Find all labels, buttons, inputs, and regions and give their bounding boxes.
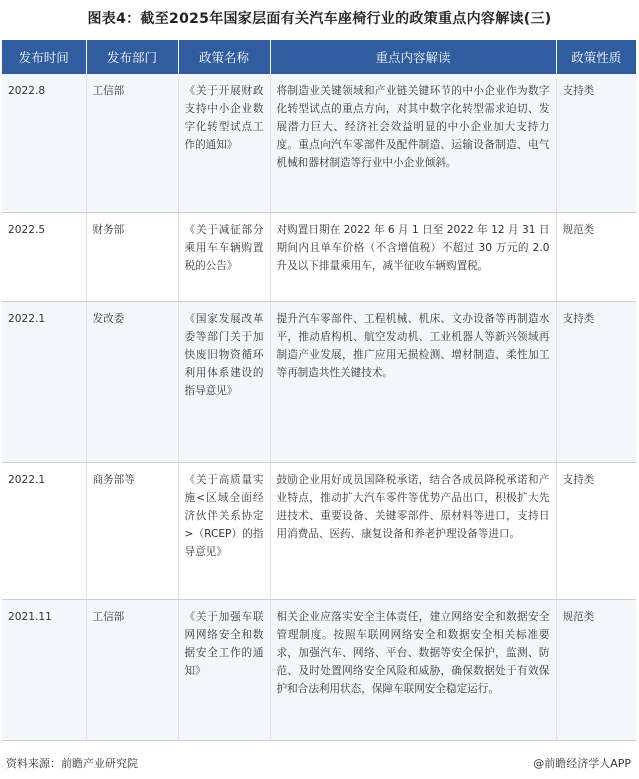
cell-policy-name: 《关于高质量实施<区域全面经济伙伴关系协定>（RCEP）的指导意见》 <box>178 463 270 600</box>
cell-nature: 规范类 <box>556 213 636 302</box>
cell-date: 2021.11 <box>2 600 86 741</box>
cell-content: 提升汽车零部件、工程机械、机床、文办设备等再制造水平，推动盾构机、航空发动机、工业机器人等新兴领域再制造产业发展，推广应用无损检测、增材制造、柔性加工等再制造共性关键技术。 <box>270 302 556 463</box>
cell-content: 对购置日期在 2022 年 6 月 1 日至 2022 年 12 月 31 日期间内且单车价格（不含增值税）不超过 30 万元的 2.0 升及以下排量乘用车，减半征收车辆购置税。 <box>270 213 556 302</box>
table-row <box>2 600 636 741</box>
header-date: 发布时间 <box>2 40 86 74</box>
cell-date: 2022.8 <box>2 74 86 213</box>
table-header-row <box>2 40 636 74</box>
cell-nature: 支持类 <box>556 463 636 600</box>
cell-content: 鼓励企业用好成员国降税承诺，结合各成员降税承诺和产业特点，推动扩大汽车零件等优势产品出口，积极扩大先进技术、重要设备、关键零部件、原材料等进口，支持日用消费品、医药、康复设备和养老护理设备等进口。 <box>270 463 556 600</box>
cell-date: 2022.1 <box>2 302 86 463</box>
page-title: 图表4：截至2025年国家层面有关汽车座椅行业的政策重点内容解读(三) <box>87 11 552 27</box>
cell-policy-name: 《关于减征部分乘用车车辆购置税的公告》 <box>178 213 270 302</box>
header-content: 重点内容解读 <box>270 40 556 74</box>
cell-dept: 工信部 <box>86 600 178 741</box>
cell-nature: 支持类 <box>556 302 636 463</box>
table-row <box>2 302 636 463</box>
header-nature: 政策性质 <box>556 40 636 74</box>
cell-policy-name: 《关于开展财政支持中小企业数字化转型试点工作的通知》 <box>178 74 270 213</box>
policy-table <box>2 40 636 741</box>
cell-policy-name: 《关于加强车联网网络安全和数据安全工作的通知》 <box>178 600 270 741</box>
cell-content: 将制造业关键领域和产业链关键环节的中小企业作为数字化转型试点的重点方向，对其中数字化转型需求迫切、发展潜力巨大、经济社会效益明显的中小企业加大支持力度。重点向汽车零部件及配件制造、运输设备制造、电气机械和器材制造等行业中小企业倾斜。 <box>270 74 556 213</box>
cell-nature: 规范类 <box>556 600 636 741</box>
cell-date: 2022.5 <box>2 213 86 302</box>
cell-date: 2022.1 <box>2 463 86 600</box>
source-note: 资料来源：前瞻产业研究院 <box>6 757 138 770</box>
table-row <box>2 463 636 600</box>
table-row <box>2 213 636 302</box>
cell-dept: 商务部等 <box>86 463 178 600</box>
cell-policy-name: 《国家发展改革委等部门关于加快废旧物资循环利用体系建设的指导意见》 <box>178 302 270 463</box>
cell-dept: 发改委 <box>86 302 178 463</box>
cell-content: 相关企业应落实安全主体责任，建立网络安全和数据安全管理制度。按照车联网网络安全和数据安全相关标准要求，加强汽车、网络、平台、数据等安全保护，监测、防范、及时处置网络安全风险和威胁，确保数据处于有效保护和合法利用状态，保障车联网安全稳定运行。 <box>270 600 556 741</box>
table-row <box>2 74 636 213</box>
header-name: 政策名称 <box>178 40 270 74</box>
cell-dept: 工信部 <box>86 74 178 213</box>
brand-credit: @前瞻经济学人APP <box>533 757 631 770</box>
cell-nature: 支持类 <box>556 74 636 213</box>
cell-dept: 财务部 <box>86 213 178 302</box>
header-dept: 发布部门 <box>86 40 178 74</box>
